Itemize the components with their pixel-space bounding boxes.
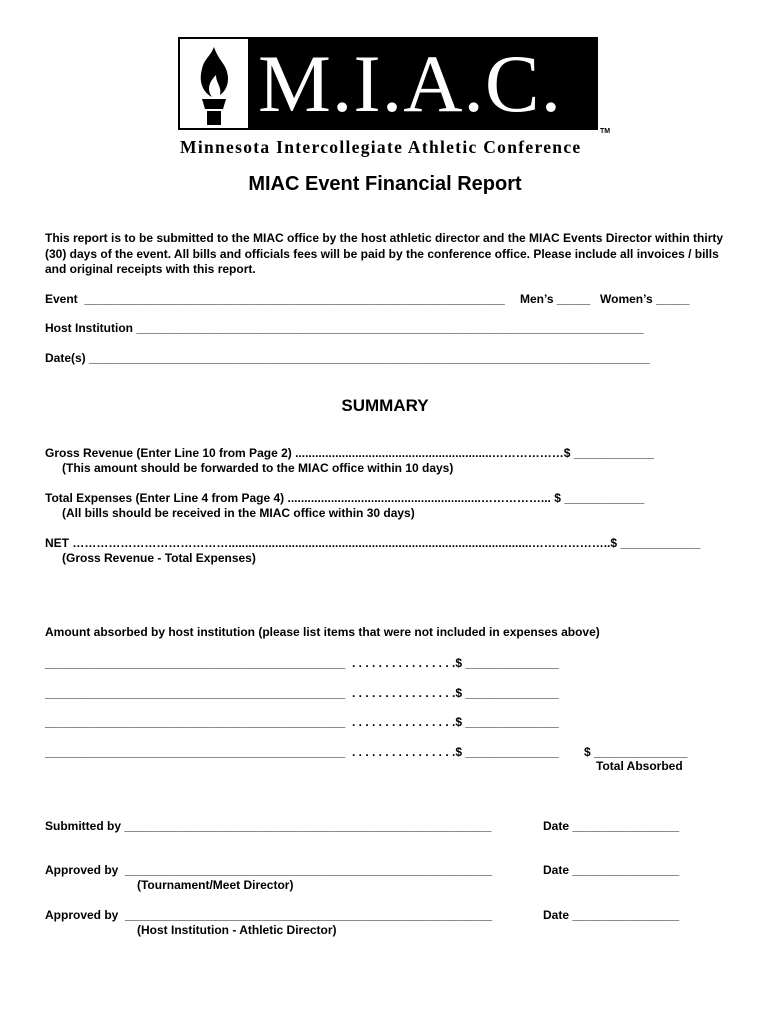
host-institution-field[interactable]: Host Institution ____________________________________________________________________________ <box>45 321 644 335</box>
approved-by-athletic-director-field[interactable]: Approved by _______________________________________________________ <box>45 908 493 922</box>
approved-director-date-field[interactable]: Date ________________ <box>543 863 680 877</box>
total-expenses-line[interactable]: Total Expenses (Enter Line 4 from Page 4) ..........................................................……………... $ ____________ <box>45 491 645 505</box>
womens-field[interactable]: Women’s _____ <box>600 292 690 306</box>
dates-field[interactable]: Date(s) ____________________________________________________________________________________ <box>45 351 650 365</box>
net-note: (Gross Revenue - Total Expenses) <box>62 551 256 565</box>
absorbed-item-line[interactable]: _____________________________________________ . . . . . . . . . . . . . . . .$ ______________ <box>45 715 559 729</box>
summary-heading: SUMMARY <box>341 396 429 415</box>
torch-flame-icon <box>180 39 248 128</box>
page-title: MIAC Event Financial Report <box>248 173 522 195</box>
approved-by-director-field[interactable]: Approved by _______________________________________________________ <box>45 863 493 877</box>
submitted-by-field[interactable]: Submitted by _______________________________________________________ <box>45 819 492 833</box>
event-field[interactable]: Event _______________________________________________________________ <box>45 292 505 306</box>
tournament-director-label: (Tournament/Meet Director) <box>137 878 294 892</box>
approved-athletic-date-field[interactable]: Date ________________ <box>543 908 680 922</box>
net-line[interactable]: NET …………………………………...........................................................................................………………..$ ____________ <box>45 536 701 550</box>
absorbed-heading: Amount absorbed by host institution (please list items that were not included in expenses above) <box>45 625 600 639</box>
intro-paragraph: This report is to be submitted to the MIAC office by the host athletic director and the MIAC Events Director within thirty (30) days of the event. All bills and officials fees will be paid by the conference office. Please include all invoices / bills and original receipts with this report. <box>45 231 724 276</box>
gross-revenue-note: (This amount should be forwarded to the MIAC office within 10 days) <box>62 461 454 475</box>
logo-text: M.I.A.C. <box>258 38 563 129</box>
mens-field[interactable]: Men’s _____ <box>520 292 591 306</box>
absorbed-item-line[interactable]: _____________________________________________ . . . . . . . . . . . . . . . .$ ______________ <box>45 656 559 670</box>
absorbed-item-line[interactable]: _____________________________________________ . . . . . . . . . . . . . . . .$ ______________ <box>45 745 559 759</box>
total-absorbed-field[interactable]: $ ______________ <box>584 745 688 759</box>
absorbed-item-line[interactable]: _____________________________________________ . . . . . . . . . . . . . . . .$ ______________ <box>45 686 559 700</box>
gross-revenue-line[interactable]: Gross Revenue (Enter Line 10 from Page 2) ...........................................................………………$ ____________ <box>45 446 654 460</box>
logo-flame-panel <box>180 39 248 128</box>
submitted-date-field[interactable]: Date ________________ <box>543 819 680 833</box>
conference-name: Minnesota Intercollegiate Athletic Conference <box>180 137 582 157</box>
trademark-mark: TM <box>600 128 611 135</box>
athletic-director-label: (Host Institution - Athletic Director) <box>137 923 337 937</box>
total-expenses-note: (All bills should be received in the MIAC office within 30 days) <box>62 506 415 520</box>
total-absorbed-label: Total Absorbed <box>596 759 683 773</box>
